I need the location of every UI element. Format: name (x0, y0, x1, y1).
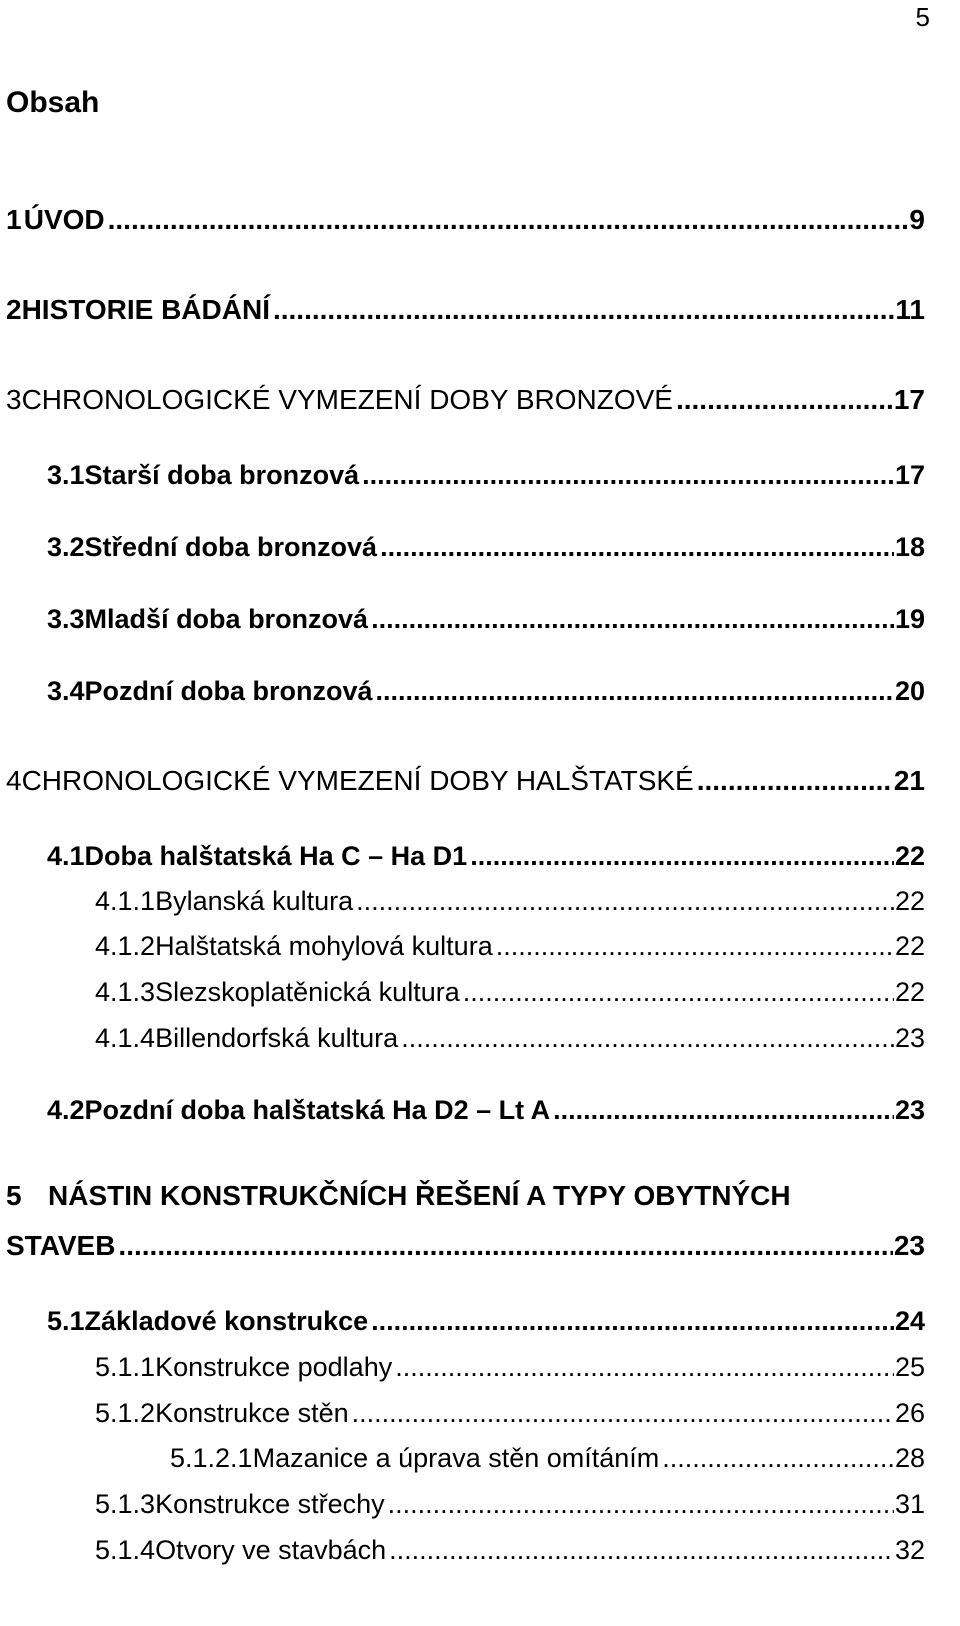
toc-title: Konstrukce podlahy (155, 1352, 393, 1382)
toc-number: 4 (6, 765, 22, 796)
toc-title: NÁSTIN KONSTRUKČNÍCH ŘEŠENÍ A TYPY OBYTNÝCH (48, 1180, 791, 1211)
toc-entry[interactable] (95, 1021, 925, 1055)
toc-page: 22 (894, 886, 925, 916)
toc-title: Bylanská kultura (155, 886, 354, 916)
toc-page: 11 (895, 294, 925, 325)
toc-number: 4.1 (47, 841, 85, 871)
toc-leader-dots (380, 530, 894, 564)
toc-leader-dots (389, 1533, 894, 1567)
toc-leader-dots (470, 839, 894, 873)
toc-title: Pozdní doba bronzová (84, 676, 373, 706)
toc-number: 4.2 (47, 1095, 85, 1125)
toc-number: 2 (6, 294, 22, 325)
toc-number: 3.2 (47, 532, 85, 562)
toc-entry[interactable] (6, 383, 925, 417)
toc-page: 23 (894, 1095, 925, 1125)
toc-number: 3.3 (47, 604, 85, 634)
toc-entry[interactable] (95, 1396, 925, 1430)
toc-page: 26 (894, 1398, 925, 1428)
toc-leader-dots (662, 1441, 894, 1475)
toc-leader-dots (362, 458, 894, 492)
toc-page: 25 (894, 1352, 925, 1382)
toc-leader-dots (371, 1304, 894, 1338)
toc-entry[interactable] (95, 1350, 925, 1384)
toc-leader-dots (553, 1093, 894, 1127)
toc-entry[interactable] (47, 602, 925, 636)
toc-entry[interactable] (6, 1229, 925, 1263)
toc-page: 32 (894, 1535, 925, 1565)
toc-leader-dots (352, 1396, 894, 1430)
toc-number: 5.1.4 (95, 1535, 156, 1565)
toc-entry[interactable] (6, 203, 925, 237)
toc-number: 1 (6, 204, 22, 235)
toc-title: Otvory ve stavbách (155, 1535, 387, 1565)
toc-page: 9 (909, 204, 925, 235)
toc-number: 5.1 (47, 1306, 85, 1336)
toc-entry[interactable] (47, 839, 925, 873)
toc-page: 17 (893, 384, 925, 415)
toc-entry[interactable] (95, 975, 925, 1009)
toc-page: 22 (894, 977, 925, 1007)
toc-number: 3.1 (47, 460, 85, 490)
toc-entry[interactable] (170, 1441, 925, 1475)
toc-number: 4.1.1 (95, 886, 156, 916)
toc-entry[interactable] (47, 530, 925, 564)
toc-entry[interactable] (6, 293, 925, 327)
toc-leader-dots (395, 1350, 894, 1384)
toc-number: 5.1.1 (95, 1352, 156, 1382)
toc-page: 23 (893, 1230, 925, 1261)
toc-page: 28 (894, 1443, 925, 1473)
toc-title: Slezskoplatěnická kultura (155, 977, 460, 1007)
toc-title-continued: STAVEB (6, 1230, 116, 1261)
toc-leader-dots (697, 764, 893, 798)
toc-leader-dots (376, 674, 894, 708)
toc-entry[interactable] (47, 1304, 925, 1338)
toc-leader-dots (371, 602, 894, 636)
toc-leader-dots (108, 203, 909, 237)
toc-title: Doba halštatská Ha C – Ha D1 (84, 841, 468, 871)
toc-entry[interactable] (6, 764, 925, 798)
toc-number: 5.1.3 (95, 1489, 156, 1519)
toc-title: Základové konstrukce (84, 1306, 369, 1336)
toc-page: 24 (894, 1306, 925, 1336)
toc-title: Pozdní doba halštatská Ha D2 – Lt A (84, 1095, 551, 1125)
toc-title: HISTORIE BÁDÁNÍ (21, 294, 270, 325)
toc-entry[interactable] (95, 884, 925, 918)
toc-number: 5.1.2.1 (170, 1443, 253, 1473)
toc-number: 5.1.2 (95, 1398, 156, 1428)
toc-page: 23 (894, 1023, 925, 1053)
toc-page: 22 (894, 841, 925, 871)
toc-title: Starší doba bronzová (84, 460, 360, 490)
toc-heading: Obsah (6, 86, 100, 119)
toc-page: 18 (894, 532, 925, 562)
toc-page: 17 (894, 460, 925, 490)
toc-leader-dots (388, 1487, 894, 1521)
toc-title: Mladší doba bronzová (84, 604, 369, 634)
toc-leader-dots (356, 884, 894, 918)
toc-entry[interactable] (47, 458, 925, 492)
toc-title: Střední doba bronzová (84, 532, 378, 562)
toc-leader-dots (463, 975, 894, 1009)
toc-entry[interactable] (47, 674, 925, 708)
toc-page: 22 (894, 931, 925, 961)
toc-page: 21 (893, 765, 925, 796)
toc-number: 4.1.2 (95, 931, 156, 961)
toc-page: 31 (894, 1489, 925, 1519)
toc-title: Billendorfská kultura (155, 1023, 399, 1053)
toc-entry[interactable] (95, 1487, 925, 1521)
toc-number: 3.4 (47, 676, 85, 706)
toc-number: 4.1.4 (95, 1023, 156, 1053)
toc-title: ÚVOD (23, 204, 105, 235)
toc-page: 19 (894, 604, 925, 634)
toc-number: 5 (6, 1180, 22, 1211)
toc-title: Konstrukce stěn (155, 1398, 349, 1428)
toc-leader-dots (401, 1021, 894, 1055)
toc-leader-dots (496, 929, 894, 963)
toc-entry[interactable] (95, 929, 925, 963)
toc-leader-dots (118, 1229, 892, 1263)
toc-number: 4.1.3 (95, 977, 156, 1007)
toc-entry[interactable] (47, 1093, 925, 1127)
toc-page: 20 (894, 676, 925, 706)
toc-title: Halštatská mohylová kultura (155, 931, 493, 961)
toc-entry-line1[interactable] (6, 1179, 791, 1213)
toc-title: CHRONOLOGICKÉ VYMEZENÍ DOBY HALŠTATSKÉ (21, 765, 694, 796)
toc-title: Konstrukce střechy (155, 1489, 385, 1519)
toc-leader-dots (273, 293, 894, 327)
page-number: 5 (915, 2, 930, 32)
toc-leader-dots (676, 383, 893, 417)
toc-number: 3 (6, 384, 22, 415)
toc-title: Mazanice a úprava stěn omítáním (252, 1443, 660, 1473)
toc-entry[interactable] (95, 1533, 925, 1567)
toc-title: CHRONOLOGICKÉ VYMEZENÍ DOBY BRONZOVÉ (21, 384, 673, 415)
